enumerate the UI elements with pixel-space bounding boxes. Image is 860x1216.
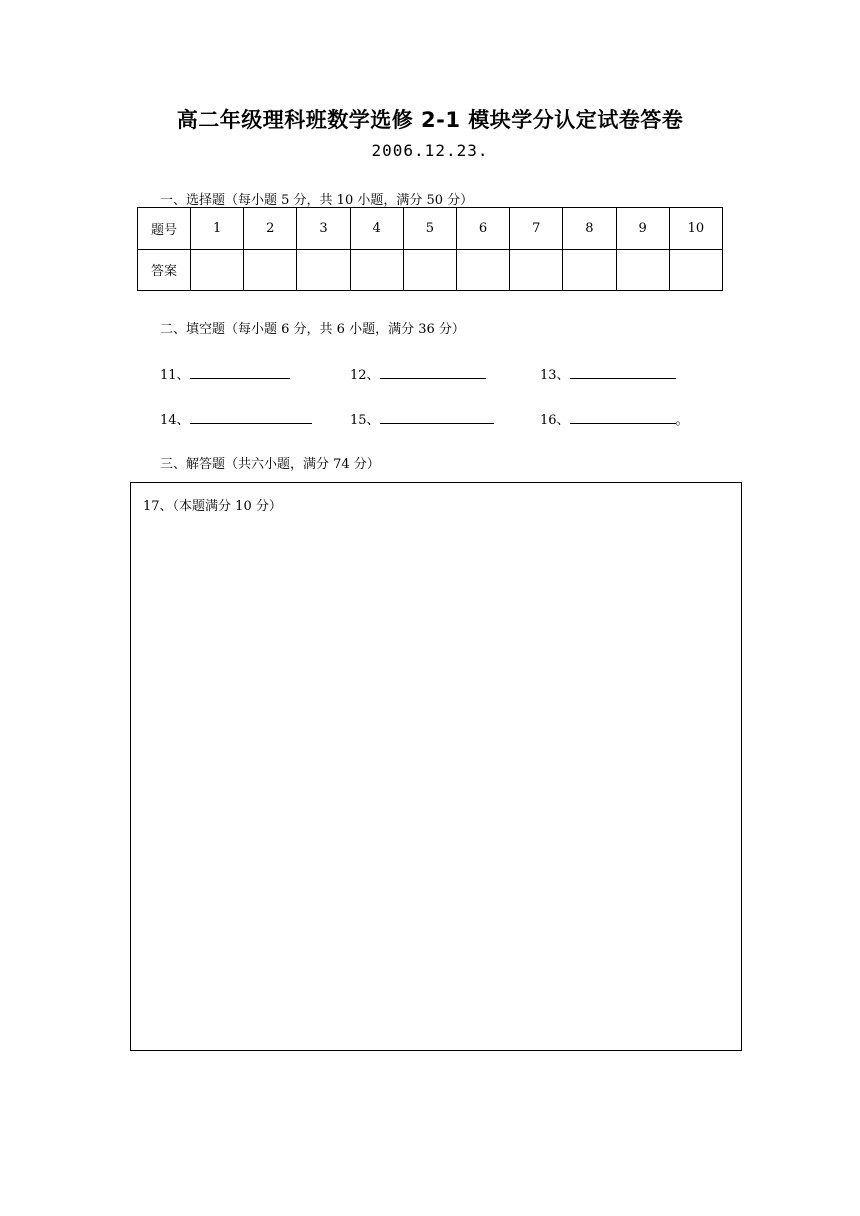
section3-heading: 三、解答题（共六小题，满分 74 分） bbox=[160, 457, 380, 472]
question-number-cell: 10 bbox=[669, 208, 722, 250]
question-number-cell: 1 bbox=[191, 208, 244, 250]
fill-item-label: 12、 bbox=[350, 368, 380, 383]
question-number-cell: 7 bbox=[510, 208, 563, 250]
fill-item-13 bbox=[540, 364, 676, 383]
fill-blank-11[interactable] bbox=[190, 365, 290, 379]
fill-item-14 bbox=[160, 409, 312, 428]
fill-item-12 bbox=[350, 364, 486, 383]
answer-cell[interactable] bbox=[191, 249, 244, 291]
page-title: 高二年级理科班数学选修 2-1 模块学分认定试卷答卷 bbox=[176, 108, 684, 132]
answer-cell[interactable] bbox=[669, 249, 722, 291]
exam-date: 2006.12.23. bbox=[371, 141, 489, 160]
fill-item-label: 14、 bbox=[160, 413, 190, 428]
question-number-cell: 6 bbox=[456, 208, 509, 250]
answer-box-17[interactable] bbox=[130, 482, 742, 1051]
fill-item-11 bbox=[160, 364, 290, 383]
question-number-cell: 9 bbox=[616, 208, 669, 250]
fill-item-label: 13、 bbox=[540, 368, 570, 383]
fill-item-16 bbox=[540, 409, 689, 428]
fill-row-2 bbox=[0, 409, 860, 429]
fill-blank-14[interactable] bbox=[190, 410, 312, 424]
fill-blank-12[interactable] bbox=[380, 365, 486, 379]
row-label-number: 题号 bbox=[138, 208, 191, 250]
fill-item-label: 15、 bbox=[350, 413, 380, 428]
fill-item-label: 16、 bbox=[540, 413, 570, 428]
row-label-answer: 答案 bbox=[138, 249, 191, 291]
section1-heading: 一、选择题（每小题 5 分，共 10 小题，满分 50 分） bbox=[160, 193, 474, 208]
question-number-cell: 4 bbox=[350, 208, 403, 250]
fill-row-1 bbox=[0, 364, 860, 384]
fill-blank-13[interactable] bbox=[570, 365, 676, 379]
answer-cell[interactable] bbox=[297, 249, 350, 291]
answer-cell[interactable] bbox=[510, 249, 563, 291]
fill-blank-16[interactable] bbox=[570, 410, 676, 424]
answer-cell[interactable] bbox=[563, 249, 616, 291]
table-row-answers bbox=[138, 249, 723, 291]
question-number-cell: 2 bbox=[244, 208, 297, 250]
answer-cell[interactable] bbox=[456, 249, 509, 291]
question-number-cell: 3 bbox=[297, 208, 350, 250]
fill-item-15 bbox=[350, 409, 494, 428]
fill-blank-15[interactable] bbox=[380, 410, 494, 424]
answer-cell[interactable] bbox=[403, 249, 456, 291]
question-number-cell: 8 bbox=[563, 208, 616, 250]
answer-cell[interactable] bbox=[244, 249, 297, 291]
answer-cell[interactable] bbox=[350, 249, 403, 291]
question-number-cell: 5 bbox=[403, 208, 456, 250]
question-17-label: 17、（本题满分 10 分） bbox=[143, 499, 282, 514]
answer-table bbox=[137, 207, 723, 291]
fill-end-mark: 。 bbox=[675, 413, 689, 428]
table-row-numbers bbox=[138, 208, 723, 250]
section2-heading: 二、填空题（每小题 6 分，共 6 小题，满分 36 分） bbox=[160, 322, 465, 337]
answer-cell[interactable] bbox=[616, 249, 669, 291]
fill-item-label: 11、 bbox=[160, 368, 190, 383]
